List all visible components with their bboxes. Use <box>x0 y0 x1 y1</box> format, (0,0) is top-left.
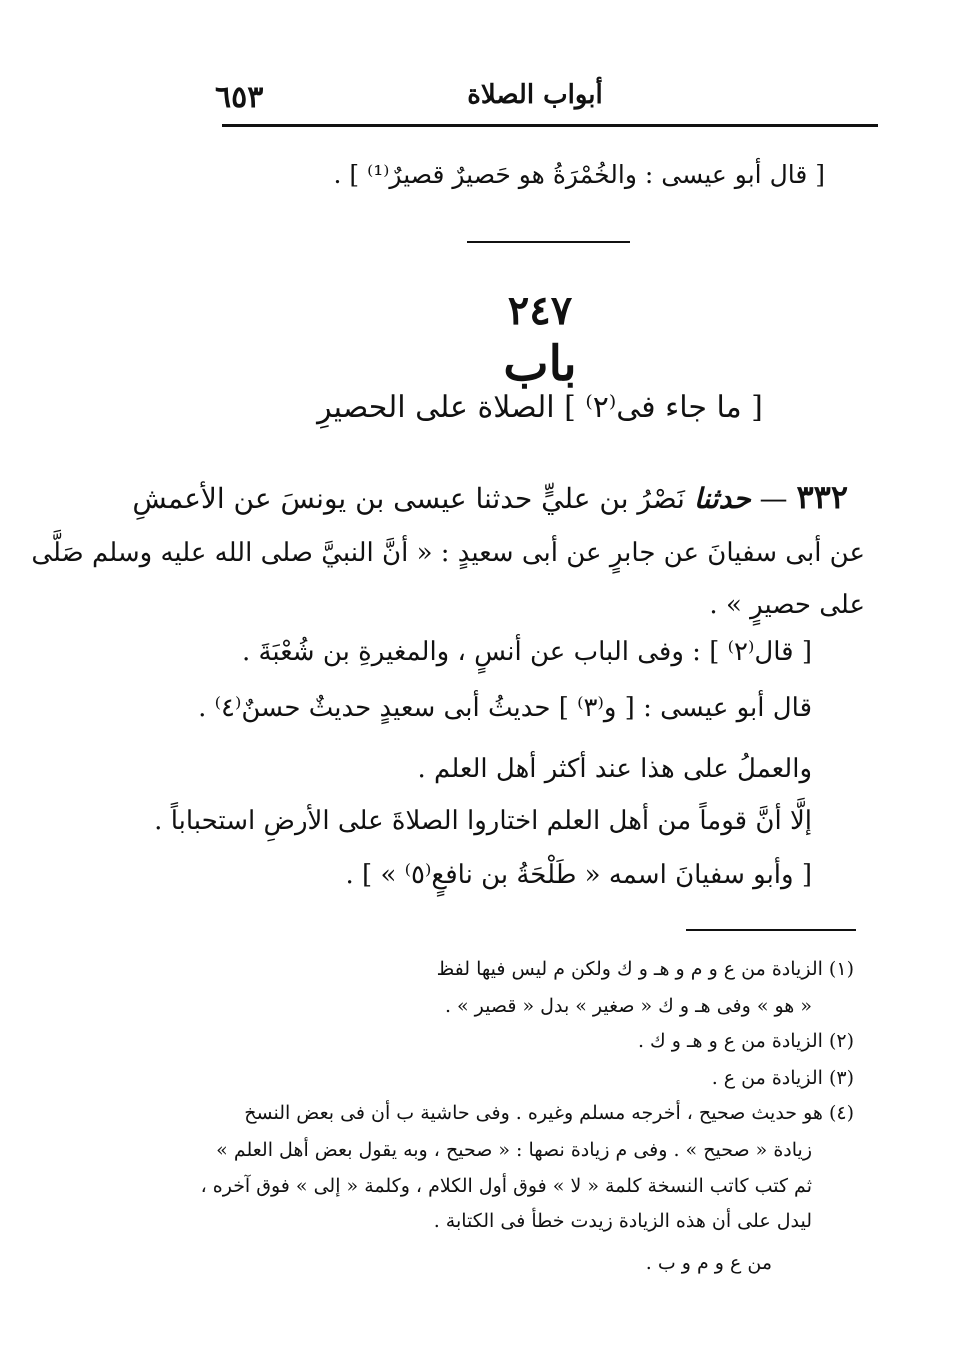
footnote-line: (٢) الزيادة من ع و هـ و ك . <box>637 1030 854 1052</box>
hadith-isnad-text: نَصْرُ بن عليٍّ حدثنا عيسى بن يونسَ عن الأعمشِ <box>132 482 685 515</box>
footnote-line: « هو » وفى هـ و ك « صغير » بدل « قصير » . <box>444 995 812 1017</box>
footnote-line: من ع و م و ب . <box>645 1252 772 1274</box>
running-header-title: أبواب الصلاة <box>467 80 603 110</box>
chapter-heading-word: باب <box>503 336 577 392</box>
body-line: [ وأبو سفيانَ اسمه « طَلْحَةُ بن نافعٍ⁽٥⁾ » ] . <box>345 860 812 890</box>
footnote-rule <box>686 929 856 931</box>
footnote-line: (٤) هو حديث صحيح ، أخرجه مسلم وغيره . وفى حاشية ب أن فى بعض النسخ <box>244 1102 854 1124</box>
body-line: [ قال⁽٢⁾ ] : وفى الباب عن أنسٍ ، والمغيرةِ بن شُعْبَةَ . <box>241 637 812 667</box>
hadith-number: ٣٣٢ <box>796 478 848 516</box>
header-rule <box>222 124 878 127</box>
haddathana-word: حدثنا <box>693 482 751 515</box>
body-line: والعملُ على هذا عند أكثر أهل العلم . <box>417 754 812 784</box>
footnote-line: ثم كتب كاتب النسخة كلمة « لا » فوق أول الكلام ، وكلمة « إلى » فوق آخره ، <box>200 1175 812 1197</box>
footnote-line: (٣) الزيادة من ع . <box>711 1067 854 1089</box>
hadith-dash: — <box>759 482 788 515</box>
section-divider <box>467 241 630 243</box>
body-line: إلَّا أنَّ قوماً من أهل العلم اختاروا الصلاةَ على الأرضِ استحباباً . <box>154 806 812 836</box>
hadith-line-3: على حصيرٍ » . <box>709 590 865 620</box>
footnote-line: ليدل على أن هذه الزيادة زيدت خطأ فى الكتابة . <box>433 1210 812 1232</box>
hadith-first-line <box>132 478 848 516</box>
footnote-line: (١) الزيادة من ع و م و هـ و ك ولكن م ليس فيها لفظ <box>436 958 854 980</box>
previous-chapter-note: [ قال أبو عيسى : والخُمْرَةُ هو حَصيرٌ قصيرٌ⁽¹⁾ ] . <box>333 160 825 189</box>
chapter-number: ٢٤٧ <box>507 287 573 334</box>
hadith-line-2: عن أبى سفيانَ عن جابرٍ عن أبى سعيدٍ : « أنَّ النبيَّ صلى الله عليه وسلم صَلَّى <box>31 538 865 568</box>
body-line: قال أبو عيسى : [ و⁽٣⁾ ] حديثُ أبى سعيدٍ حديثٌ حسنٌ⁽٤⁾ . <box>198 693 812 723</box>
footnote-line: زيادة « صحيح » . وفى م زيادة نصها : « صحيح ، وبه يقول بعض أهل العلم » <box>216 1139 812 1161</box>
page-number: ٦٥٣ <box>215 80 264 115</box>
chapter-title: [ ما جاء فى⁽٢⁾ ] الصلاة على الحصيرِ <box>317 390 763 425</box>
